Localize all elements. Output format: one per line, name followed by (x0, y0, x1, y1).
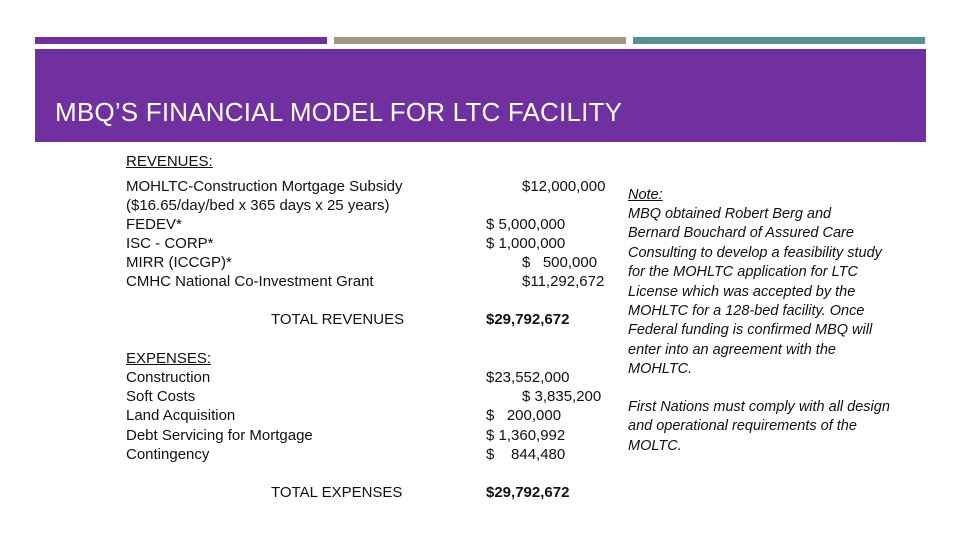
revenue-label: MOHLTC-Construction Mortgage Subsidy (126, 178, 403, 195)
expense-label: Construction (126, 369, 211, 386)
note-feasibility-text: MBQ obtained Robert Berg and Bernard Bouchard of Assured Care Consulting to develop a feasibility study for the MOHLTC application for LTC License which was accepted by the MOHLTC for a 128-bed facility. Once Federal funding is confirmed MBQ will enter into an agreement with the MOHLTC. (628, 206, 882, 378)
revenue-amount: $ 1,000,000 (486, 235, 566, 252)
note-heading: Note: (628, 187, 663, 203)
expense-amount: $ 1,360,992 (486, 427, 566, 444)
total-revenues-label: TOTAL REVENUES (271, 311, 405, 328)
note-compliance-text: First Nations must comply with all design and operational requirements of the MOLTC. (628, 399, 890, 454)
accent-bar-teal (633, 37, 925, 44)
total-revenues-amount: $29,792,672 (486, 311, 570, 328)
expense-amount: $ 844,480 (486, 446, 566, 463)
revenue-label: ISC - CORP* (126, 235, 214, 252)
revenue-amount: $ 5,000,000 (486, 216, 566, 233)
revenue-amount: $12,000,000 (522, 178, 606, 195)
revenue-label: MIRR (ICCGP)* (126, 254, 232, 271)
expense-label: Contingency (126, 446, 210, 463)
revenues-heading: REVENUES: (126, 153, 213, 170)
title-banner (35, 49, 926, 142)
accent-bar-taupe (334, 37, 626, 44)
revenue-label: ($16.65/day/bed x 365 days x 25 years) (126, 197, 390, 214)
expense-amount: $ 200,000 (486, 407, 562, 424)
expense-label: Land Acquisition (126, 407, 236, 424)
expense-amount: $ 3,835,200 (522, 388, 602, 405)
total-expenses-amount: $29,792,672 (486, 484, 570, 501)
revenue-label: FEDEV* (126, 216, 182, 233)
accent-bar-purple (35, 37, 327, 44)
expense-label: Soft Costs (126, 388, 196, 405)
slide-title: MBQ’S FINANCIAL MODEL FOR LTC FACILITY (55, 97, 623, 127)
expense-amount: $23,552,000 (486, 369, 570, 386)
total-expenses-label: TOTAL EXPENSES (271, 484, 403, 501)
revenue-amount: $ 500,000 (522, 254, 598, 271)
revenue-amount: $11,292,672 (522, 273, 605, 290)
expense-label: Debt Servicing for Mortgage (126, 427, 313, 444)
revenue-label: CMHC National Co-Investment Grant (126, 273, 374, 290)
expenses-heading: EXPENSES: (126, 350, 212, 367)
